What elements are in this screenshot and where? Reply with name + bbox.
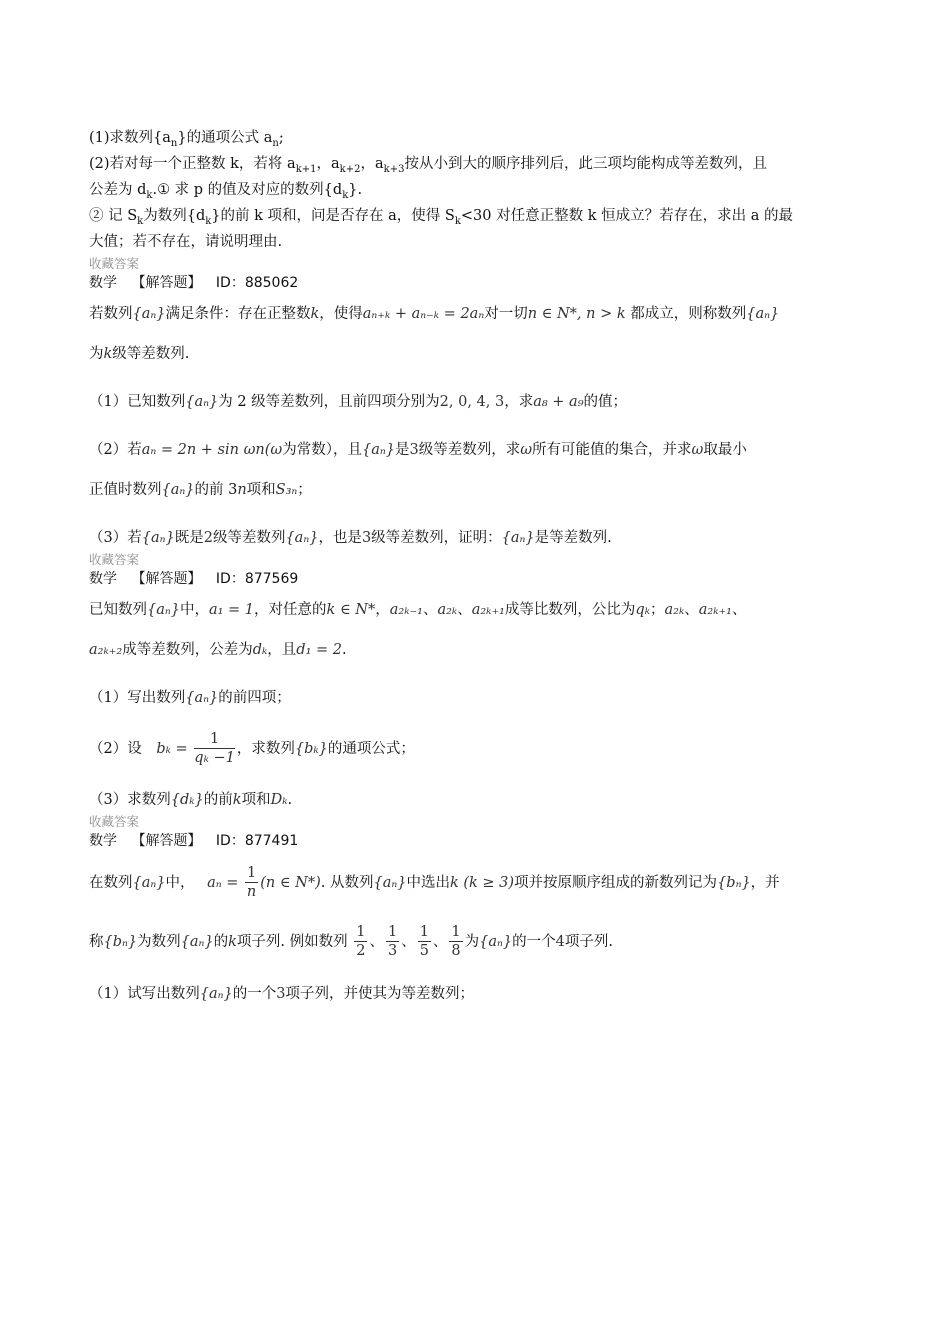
text-line: 若数列{aₙ}满足条件：存在正整数k，使得aₙ₊ₖ + aₙ₋ₖ = 2aₙ对一切n ∈ N*, n > k 都成立，则称数列{aₙ}	[89, 305, 780, 322]
text-line: 大值；若不存在，请说明理由.	[89, 233, 283, 250]
fraction: $\frac{1}{8}$	[451, 924, 461, 960]
fraction: $\frac{1}{\text{qₖ −1}}$	[194, 731, 235, 767]
question-header	[89, 273, 864, 293]
text-line: 已知数列{aₙ}中，a₁ = 1，对任意的k ∈ N*，a₂ₖ₋₁、a₂ₖ、a₂ₖ₊₁成等比数列，公比为qₖ；a₂ₖ、a₂ₖ₊₁、	[89, 601, 747, 618]
fraction: $\frac{1}{2}$	[356, 924, 366, 960]
question-body	[89, 861, 864, 1005]
text-line: a₂ₖ₊₂成等差数列，公差为dₖ，且d₁ = 2.	[89, 641, 347, 658]
text-line: （2）设 bₖ = $\frac{1}{\text{qₖ −1}}$ ，求数列{bₖ}的通项公式；	[89, 731, 415, 767]
text-line: 公差为 $d_k.①$ 求 p 的值及对应的数列$\{d_k\}$.	[89, 181, 363, 201]
collect-answer-link[interactable]: 收藏答案	[89, 551, 140, 567]
question-header	[89, 831, 864, 851]
question-type: 【解答题】	[131, 832, 202, 849]
text-line: 为k级等差数列.	[89, 345, 190, 362]
collect-answer-link[interactable]: 收藏答案	[89, 255, 140, 271]
subject-label: 数学	[89, 570, 117, 587]
text-line: （3）求数列{dₖ}的前k项和Dₖ.	[89, 791, 293, 808]
question-body	[89, 303, 864, 549]
subject-label: 数学	[89, 832, 117, 849]
text-line: （1）已知数列{aₙ}为 2 级等差数列，且前四项分别为2, 0, 4, 3，求a₈ + a₉的值；	[89, 393, 628, 410]
collect-answer-link[interactable]: 收藏答案	[89, 813, 140, 829]
text-line: （1）试写出数列{aₙ}的一个3项子列，并使其为等差数列；	[89, 985, 474, 1002]
text-line: (2)若对每一个正整数 k，若将 $a_{k+1}$，$a_{k+2}$，$a_{k+3}$按从小到大的顺序排列后，此三项均能构成等差数列，且	[89, 155, 767, 175]
question-id: ID：877491	[215, 832, 299, 849]
question-header	[89, 569, 864, 589]
text-line: (1)求数列$\{a_n\}$的通项公式 $a_n$;	[89, 130, 284, 149]
previous-question-tail	[89, 128, 864, 253]
question-body	[89, 599, 864, 811]
question-type: 【解答题】	[131, 570, 202, 587]
text-line: （1）写出数列{aₙ}的前四项；	[89, 689, 291, 706]
document-page	[89, 128, 864, 1005]
text-line: （2）若aₙ = 2n + sin ωn(ω为常数），且{aₙ}是3级等差数列，求ω所有可能值的集合，并求ω取最小	[89, 441, 747, 458]
question-id: ID：885062	[215, 274, 299, 291]
fraction: $\frac{1}{3}$	[387, 924, 398, 960]
text-line: 正值时数列{aₙ}的前 3n项和S₃ₙ；	[89, 481, 312, 498]
text-line: （3）若{aₙ}既是2级等差数列{aₙ}，也是3级等差数列，证明：{aₙ}是等差数列.	[89, 529, 612, 546]
text-line: 称{bₙ}为数列{aₙ}的k项子列. 例如数列 $\frac{1}{2}$ 、 $\frac{1}{3}$ 、 $\frac{1}{5}$ 、 $\frac{1}{8}$ 为{aₙ}的一个4项子列.	[89, 924, 613, 960]
subject-label: 数学	[89, 274, 117, 291]
text-line: 在数列{aₙ}中， aₙ = $\frac{1}{n}$ (n ∈ N*). 从数列{aₙ}中选出k (k ≥ 3)项并按原顺序组成的新数列记为{bₙ}，并	[89, 865, 780, 901]
question-type: 【解答题】	[131, 274, 202, 291]
text-line: ② 记 $S_k$为数列$\{d_k\}$的前 k 项和，问是否存在 a，使得 $S_k<30$ 对任意正整数 k 恒成立？若存在，求出 a 的最	[89, 207, 793, 227]
question-id: ID：877569	[215, 570, 299, 587]
fraction: $\frac{1}{n}$	[246, 865, 257, 901]
fraction: $\frac{1}{5}$	[419, 924, 429, 960]
